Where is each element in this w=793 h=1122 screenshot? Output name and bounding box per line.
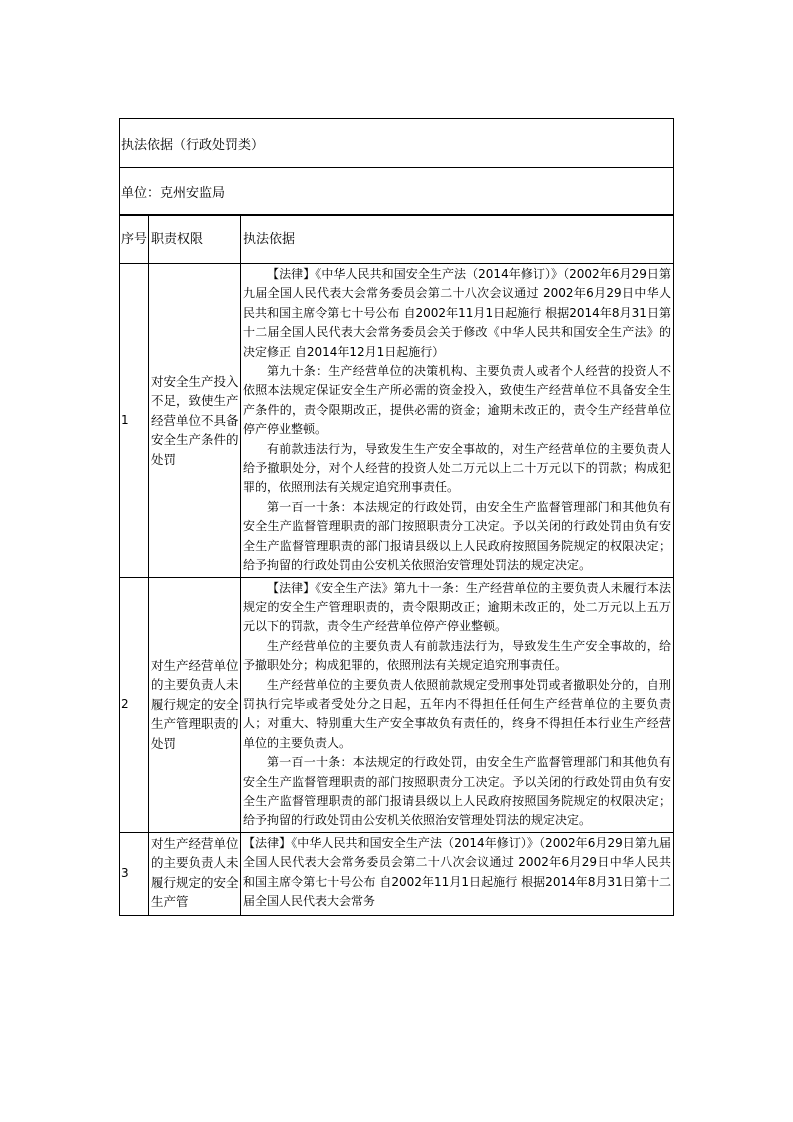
enforcement-table: [119, 215, 674, 916]
basis-paragraph: 【法律】《安全生产法》第九十一条：生产经营单位的主要负责人未履行本法规定的安全生产管理职责的，责令限期改正；逾期未改正的，处二万元以上五万元以下的罚款，责令生产经营单位停产停业整顿。: [243, 580, 671, 634]
row-duty: [149, 832, 241, 915]
basis-paragraph: 【法律】《中华人民共和国安全生产法（2014年修订）》（2002年6月29日第九届全国人民代表大会常务委员会第二十八次会议通过 2002年6月29日中华人民共和国主席令第七十号公布 自2002年11月1日起施行 根据2014年8月31日第十二届全国人民代表大会常务委员会关于修改《中华人民共和国安全生产法》的决定修正 自2014年12月1日起施行）: [243, 267, 671, 359]
basis-clip: [243, 834, 671, 914]
row-basis: [241, 832, 674, 915]
unit-label: 单位：克州安监局: [119, 168, 674, 215]
table-row: [120, 577, 674, 832]
row-duty: 对安全生产投入不足，致使生产经营单位不具备安全生产条件的处罚: [149, 264, 241, 578]
row-basis: [241, 264, 674, 578]
header-duty: 职责权限: [149, 216, 241, 264]
row-seq: 3: [120, 832, 149, 915]
row-seq: 1: [120, 264, 149, 578]
row-seq: 2: [120, 577, 149, 832]
header-basis: 执法依据: [241, 216, 674, 264]
basis-paragraph: 第九十条：生产经营单位的决策机构、主要负责人或者个人经营的投资人不依照本法规定保证安全生产所必需的资金投入，致使生产经营单位不具备安全生产条件的，责令限期改正，提供必需的资金；逾期未改正的，责令生产经营单位停产停业整顿。: [243, 364, 671, 437]
basis-paragraph: 有前款违法行为，导致发生生产安全事故的，对生产经营单位的主要负责人给予撤职处分，对个人经营的投资人处二万元以上二十万元以下的罚款；构成犯罪的，依照刑法有关规定追究刑事责任。: [243, 441, 671, 495]
row-duty-text: 对生产经营单位的主要负责人未履行规定的安全生产管: [151, 835, 239, 910]
basis-paragraph: 生产经营单位的主要负责人依照前款规定受刑事处罚或者撤职处分的，自刑罚执行完毕或者受处分之日起，五年内不得担任任何生产经营单位的主要负责人；对重大、特别重大生产安全事故负有责任的，终身不得担任本行业生产经营单位的主要负责人。: [243, 677, 671, 750]
header-seq: 序号: [120, 216, 149, 264]
row-duty: 对生产经营单位的主要负责人未履行规定的安全生产管理职责的处罚: [149, 577, 241, 832]
basis-paragraph: 生产经营单位的主要负责人有前款违法行为，导致发生生产安全事故的，给予撤职处分；构成犯罪的，依照刑法有关规定追究刑事责任。: [243, 638, 671, 673]
table-header-row: [120, 216, 674, 264]
row-basis: [241, 577, 674, 832]
document: [119, 118, 674, 916]
basis-paragraph: 第一百一十条：本法规定的行政处罚，由安全生产监督管理部门和其他负有安全生产监督管理职责的部门按照职责分工决定。予以关闭的行政处罚由负有安全生产监督管理职责的部门报请县级以上人民政府按照国务院规定的权限决定；给予拘留的行政处罚由公安机关依照治安管理处罚法的规定决定。: [243, 755, 671, 828]
basis-paragraph: 第一百一十条：本法规定的行政处罚，由安全生产监督管理部门和其他负有安全生产监督管理职责的部门按照职责分工决定。予以关闭的行政处罚由负有安全生产监督管理职责的部门报请县级以上人民政府按照国务院规定的权限决定；给予拘留的行政处罚由公安机关依照治安管理处罚法的规定决定。: [243, 499, 671, 573]
basis-paragraph: 【法律】《中华人民共和国安全生产法（2014年修订）》（2002年6月29日第九届全国人民代表大会常务委员会第二十八次会议通过 2002年6月29日中华人民共和国主席令第七十号公布 自2002年11月1日起施行 根据2014年8月31日第十二届全国人民代表大会常务: [243, 835, 671, 908]
document-title: 执法依据（行政处罚类）: [119, 118, 674, 168]
table-row: [120, 832, 674, 915]
table-row: [120, 264, 674, 578]
